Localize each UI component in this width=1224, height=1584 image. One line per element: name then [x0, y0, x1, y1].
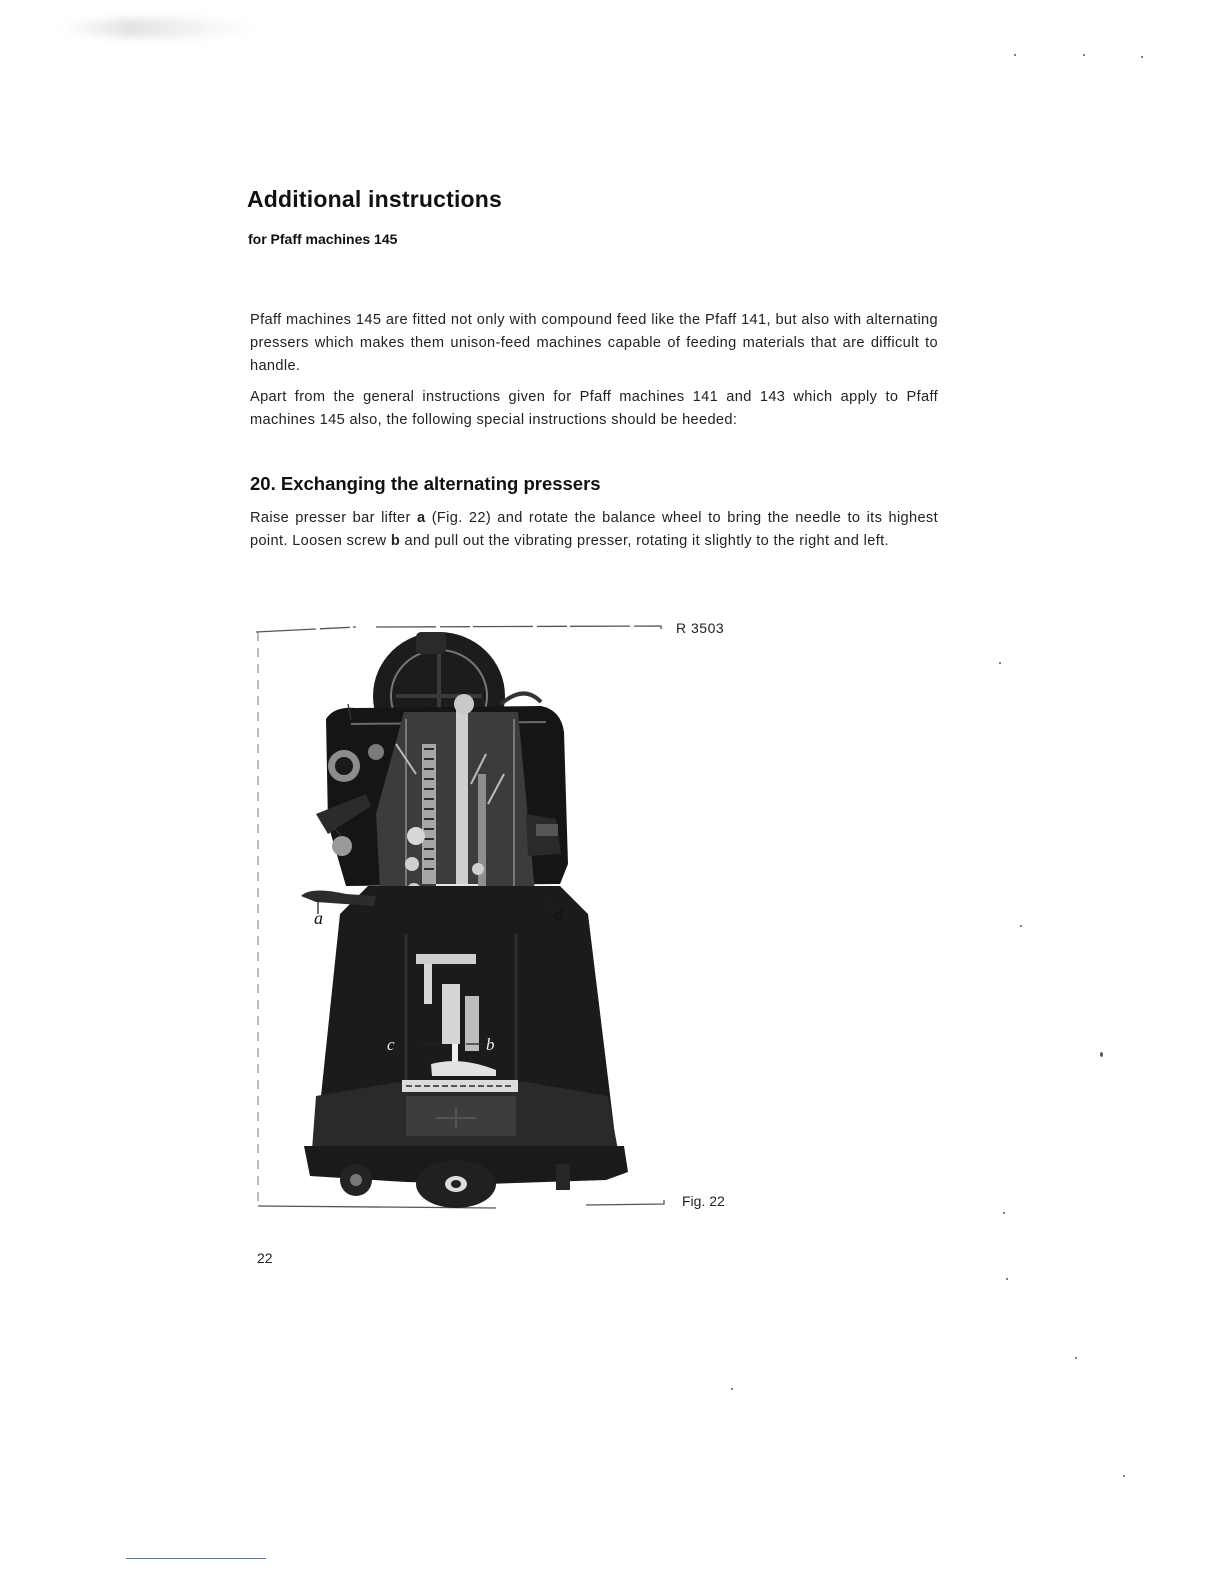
figure-label-a: a	[314, 908, 323, 928]
scan-speck	[1006, 1278, 1008, 1280]
section-body-text: (Fig. 22) and rotate the balance wheel to bring the needle to its highest point. Loosen screw	[250, 510, 938, 549]
scan-speck	[1020, 925, 1022, 927]
scan-speck	[1075, 1357, 1077, 1359]
page-number: 22	[257, 1250, 273, 1266]
document-title: Additional instructions	[247, 186, 503, 212]
intro-paragraph-2: Apart from the general instructions given for Pfaff machines 141 and 143 which apply to Pfaff machines 145 also, the following special instructions should be heeded:	[250, 389, 938, 428]
scan-speck	[1014, 54, 1016, 56]
scan-speck	[731, 1388, 733, 1390]
figure-caption: Fig. 22	[682, 1193, 725, 1209]
section-body-text: and pull out the vibrating presser, rotating it slightly to the right and left.	[400, 533, 889, 549]
scan-speck	[999, 662, 1001, 664]
figure-label-b: b	[486, 1035, 495, 1054]
figure-frame	[256, 626, 661, 632]
footnote-rule	[126, 1558, 266, 1559]
sewing-machine-photo	[256, 624, 668, 1210]
part-ref-b: b	[390, 533, 401, 549]
part-ref-a: a	[416, 510, 426, 526]
scan-smudge	[60, 18, 260, 38]
figure-label-c: c	[387, 1035, 395, 1054]
section-body-text: Raise presser bar lifter	[250, 510, 417, 526]
section-body	[250, 507, 938, 553]
intro-paragraph-1: Pfaff machines 145 are fitted not only with compound feed like the Pfaff 141, but also with alternating pressers which makes them unison-feed machines capable of feeding materials that are difficult to handle.	[250, 312, 938, 374]
scan-speck	[1141, 56, 1143, 58]
scan-speck	[1083, 54, 1085, 56]
figure-22	[256, 624, 668, 1210]
scan-speck	[1123, 1475, 1125, 1477]
section-heading: 20. Exchanging the alternating pressers	[250, 473, 601, 494]
figure-label-d: d	[554, 904, 563, 924]
document-subtitle: for Pfaff machines 145	[248, 231, 398, 247]
scan-speck	[1003, 1212, 1005, 1214]
scan-speck	[1100, 1052, 1103, 1057]
figure-reference: R 3503	[676, 620, 725, 636]
